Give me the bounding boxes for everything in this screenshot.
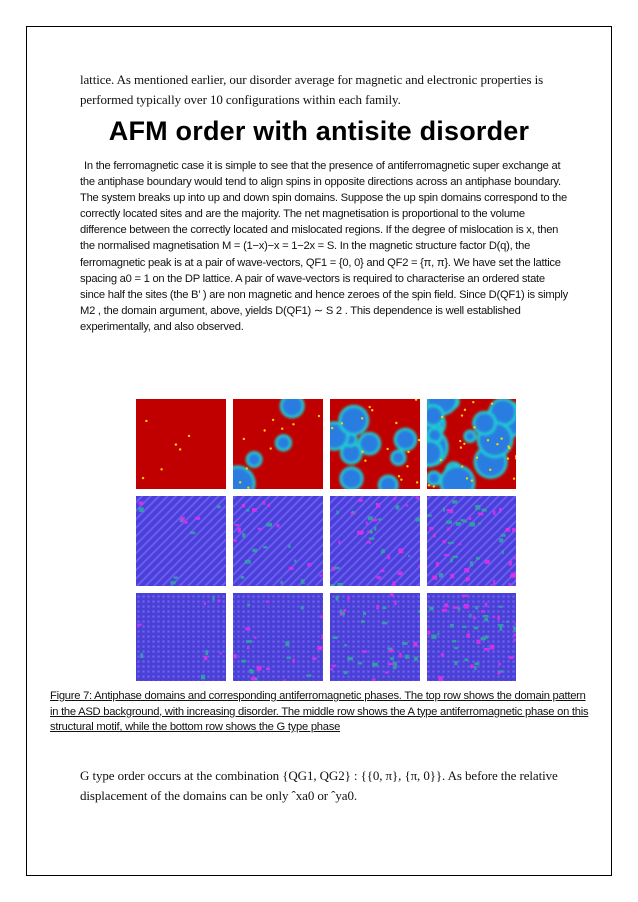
figure-caption: Figure 7: Antiphase domains and corresponding antiferromagnetic phases. The top row shows the domain pattern in the ASD background, with increasing disorder. The middle row shows the A type antiferromagnetic phase on this structural motif, while the bottom row shows the G type phase (50, 690, 589, 733)
figure-panels-grid (136, 399, 516, 681)
intro-paragraph: lattice. As mentioned earlier, our disorder average for magnetic and electronic properties is performed typically over 10 configurations within each family. (80, 72, 544, 107)
panel-r1-c2 (219, 399, 323, 502)
closing-paragraph: G type order occurs at the combination {QG1, QG2} : {{0, π}, {π, 0}}. As before the relative displacement of the domains can be only ˆxa0 or ˆya0. (80, 768, 558, 803)
figure-7 (136, 399, 516, 681)
panel-r3-c4 (427, 593, 516, 681)
panel-r2-c4 (427, 496, 516, 587)
body-paragraph: In the ferromagnetic case it is simple to see that the presence of antiferromagnetic super exchange at the antiphase boundary would tend to align spins in opposite directions across an antiphase boundary. The system breaks up into up and down spin domains. Suppose the up spin domains correspond to the correctly located sites and are the majority. The net magnetisation is proportional to the volume difference between the correctly located and mislocated regions. If the degree of mislocation is x, then the normalised magnetisation M = (1−x)−x = 1−2x = S. In the magnetic structure factor D(q), the ferromagnetic peak is at a pair of wave-vectors, QF1 = {0, 0} and QF2 = {π, π}. We have set the lattice spacing a0 = 1 on the DP lattice. A pair of wave-vectors is required to characterise an ordered state since half the sites (the B’ ) are non magnetic and hence zeroes of the spin field. Since D(QF1) is simply M2 , the domain argument, above, yields D(QF1) ∼ S 2 . This dependence is well established experimentally, and also observed. (80, 160, 568, 333)
panel-r1-c4 (409, 399, 516, 501)
panel-r2-c2 (233, 496, 328, 586)
panel-r3-c2 (233, 593, 325, 681)
panel-r1-c1 (136, 399, 226, 489)
panel-r2-c1 (136, 496, 226, 586)
section-heading: AFM order with antisite disorder (108, 116, 530, 146)
panel-r3-c1 (136, 593, 226, 681)
panel-r1-c3 (320, 399, 421, 495)
panel-r3-c3 (330, 593, 423, 681)
panel-r2-c3 (330, 496, 421, 588)
